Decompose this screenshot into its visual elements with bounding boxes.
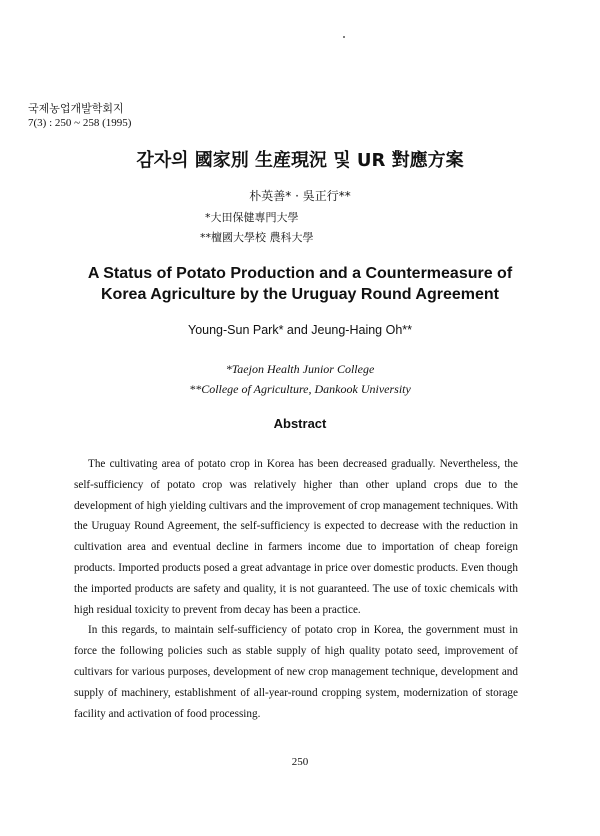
abstract-heading: Abstract (273, 416, 327, 431)
english-title-line-1: A Status of Potato Production and a Countermeasure of (87, 265, 513, 282)
korean-authors: 朴英善* · 吳正行** (249, 189, 351, 203)
english-title-line-2: Korea Agriculture by the Uruguay Round Agreement (101, 286, 499, 303)
abstract-paragraph-2: In this regards, to maintain self-sufficiency of potato crop in Korea, the government must in force the following policies such as stable supply of high quality potato seed, improvement of cultivars for various purposes, development of new crop management technique, development and supply of machinery, establishment of all-year-round cropping system, modernization of storage facility and activation of food processing. (74, 624, 518, 720)
journal-name: 국제농업개발학회지 (28, 103, 124, 115)
scan-speck (343, 36, 345, 38)
korean-affiliation-2: **檀國大學校 農科大學 (200, 231, 314, 244)
english-affiliation-1: *Taejon Health Junior College (225, 362, 375, 376)
journal-header (28, 102, 131, 130)
english-affiliation-2: **College of Agriculture, Dankook University (189, 382, 411, 396)
abstract-body (74, 454, 518, 724)
korean-affiliation-1: *大田保健專門大學 (205, 211, 299, 224)
journal-citation: 7(3) : 250 ~ 258 (1995) (28, 117, 132, 129)
korean-title: 감자의 國家別 生産現況 및 UR 對應方案 (136, 150, 464, 171)
english-title (0, 263, 600, 305)
english-authors: Young-Sun Park* and Jeung-Haing Oh** (188, 323, 412, 337)
abstract-paragraph-1: The cultivating area of potato crop in Korea has been decreased gradually. Nevertheless, the self-sufficiency of potato crop was relatively higher than other upland crops due to the development of high yielding cultivars and the improvement of crop management techniques. With the Uruguay Round Agreement, the self-sufficiency is expected to decrease with the reduction in cultivation area and eventual decline in farmers income due to importation of cheap foreign products. Imported products posed a great advantage in price over domestic products. Even though the imported products are safety and quality, it is not guaranteed. The use of toxic chemicals with high residual toxicity to prevent from decay has been a practice. (74, 458, 518, 616)
page-number: 250 (291, 756, 309, 768)
